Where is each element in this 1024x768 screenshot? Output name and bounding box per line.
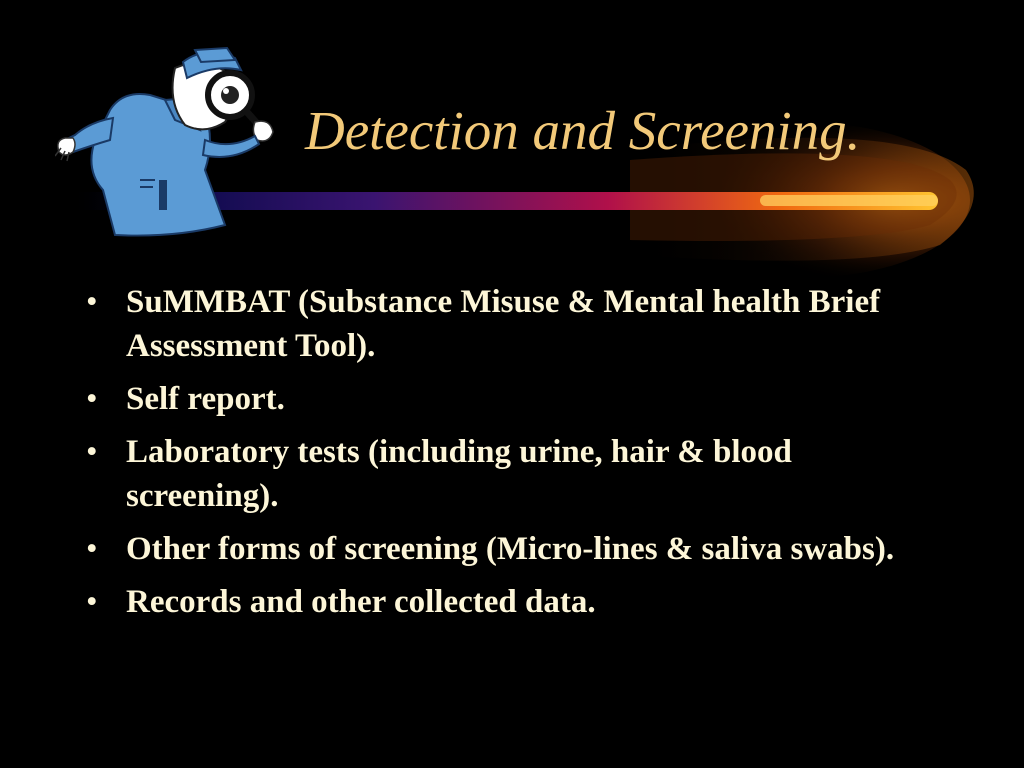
- bullet-icon: •: [86, 531, 98, 567]
- bullet-icon: •: [86, 381, 98, 417]
- bullet-icon: •: [86, 584, 98, 620]
- bullet-item: [85, 280, 945, 368]
- bullet-text: Records and other collected data.: [126, 584, 596, 620]
- bullet-item: [85, 527, 945, 571]
- detective-clipart: [55, 40, 295, 240]
- bullet-item: [85, 580, 945, 624]
- bullet-text: SuMMBAT (Substance Misuse & Mental health Brief Assessment Tool).: [126, 284, 881, 364]
- bullet-icon: •: [86, 284, 98, 320]
- bullet-text: Laboratory tests (including urine, hair & blood screening).: [126, 434, 792, 514]
- bullet-list: [85, 280, 945, 633]
- bullet-text: Self report.: [126, 381, 285, 417]
- slide-title: Detection and Screening.: [305, 100, 861, 161]
- bullet-item: [85, 430, 945, 518]
- bullet-item: [85, 377, 945, 421]
- bullet-text: Other forms of screening (Micro-lines & saliva swabs).: [126, 531, 895, 567]
- bullet-icon: •: [86, 434, 98, 470]
